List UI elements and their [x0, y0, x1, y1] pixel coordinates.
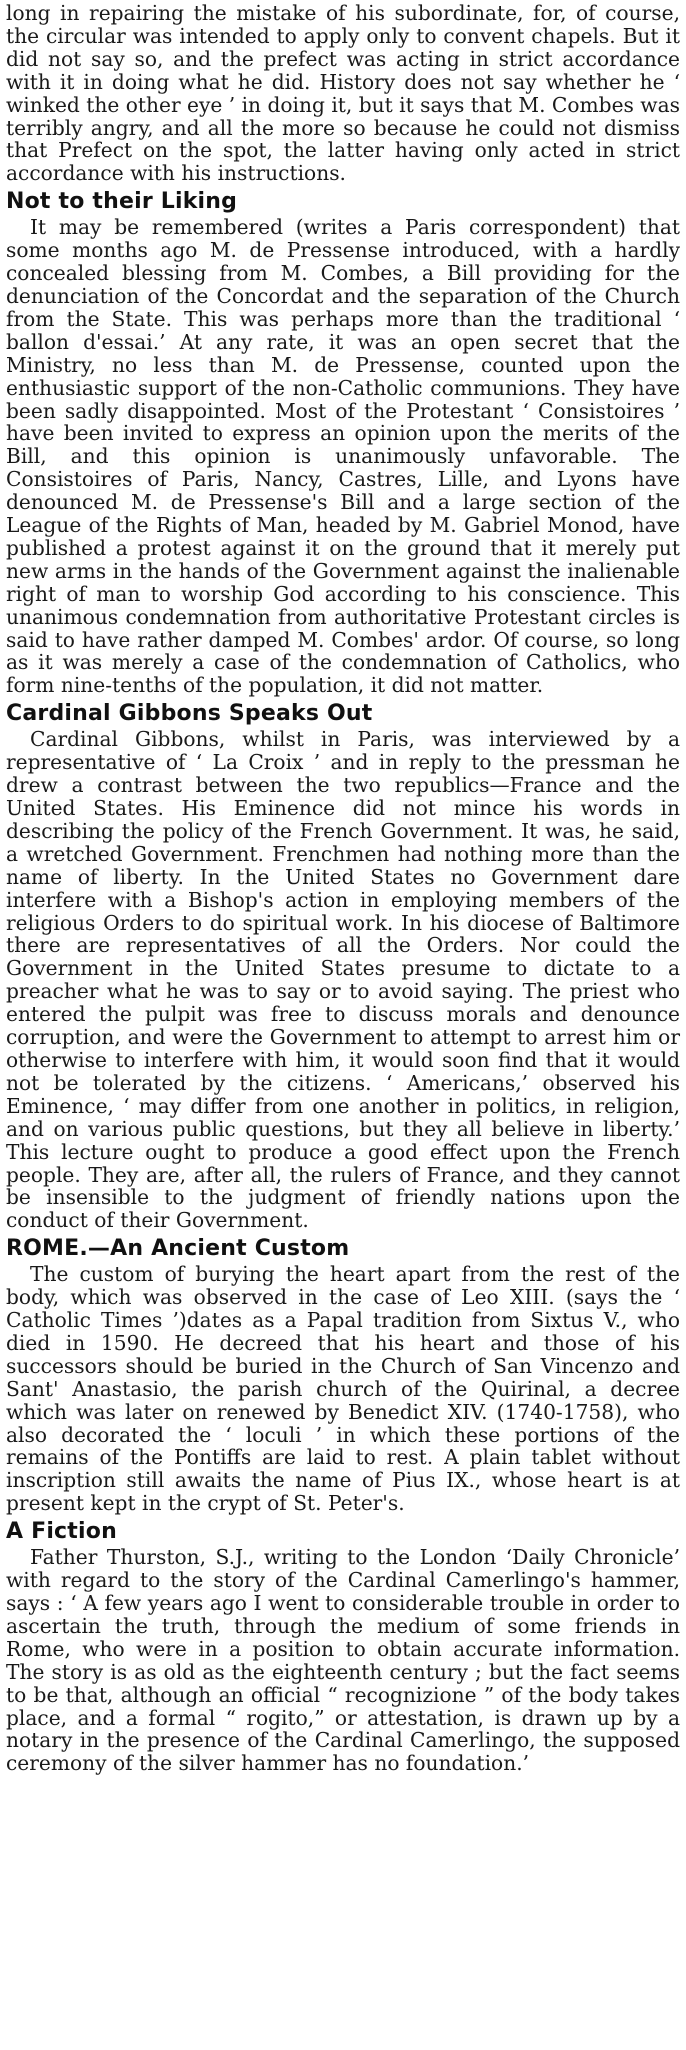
section-body: It may be remembered (writes a Paris correspondent) that some months ago M. de Pressense introduced, with a hardly concealed blessing from M. Combes, a Bill providing for the denunciation of the Concordat and the separation of the Church from the State. This was perhaps more than the traditional ‘ ballon d'essai.’ At any rate, it was an open secret that the Ministry, no less than M. de Pressense, counted upon the enthusiastic support of the non-Catholic communions. They have been sadly disappointed. Most of the Protestant ‘ Consistoires ’ have been invited to express an opinion upon the merits of the Bill, and this opinion is unanimously unfavorable. The Consistoires of Paris, Nancy, Castres, Lille, and Lyons have denounced M. de Pressense's Bill and a large section of the League of the Rights of Man, headed by M. Gabriel Monod, have published a protest against it on the ground that it merely put new arms in the hands of the Government against the inalienable right of man to worship God according to his conscience. This unanimous condemnation from authoritative Protestant circles is said to have rather damped M. Combes' ardor. Of course, so long as it was merely a case of the condemnation of Catholics, who form nine-tenths of the population, it did not matter.: [6, 215, 680, 698]
section-cardinal-gibbons: [6, 701, 680, 1232]
section-heading: ROME.—An Ancient Custom: [6, 1236, 350, 1262]
section-body: Father Thurston, S.J., writing to the London ‘Daily Chronicle’ with regard to the story of the Cardinal Camerlingo's hammer, says : ‘ A few years ago I went to considerable trouble in order to ascertain the truth, through the medium of some friends in Rome, who were in a position to obtain accurate information. The story is as old as the eighteenth century ; but the fact seems to be that, although an official “ recognizione ” of the body takes place, and a formal “ rogito,” or attestation, is drawn up by a notary in the presence of the Cardinal Camerlingo, the supposed ceremony of the silver hammer has no foundation.’: [6, 1545, 680, 1776]
section-rome-ancient-custom: [6, 1236, 680, 1515]
section-body: The custom of burying the heart apart from the rest of the body, which was observed in the case of Leo XIII. (says the ‘ Catholic Times ’)dates as a Papal tradition from Sixtus V., who died in 1590. He decreed that his heart and those of his successors should be buried in the Church of San Vincenzo and Sant' Anastasio, the parish church of the Quirinal, a decree which was later on renewed by Benedict XIV. (1740-1758), who also decorated the ‘ loculi ’ in which these portions of the remains of the Pontiffs are laid to rest. A plain tablet without inscription still awaits the name of Pius IX., whose heart is at present kept in the crypt of St. Peter's.: [6, 1262, 680, 1516]
section-a-fiction: [6, 1519, 680, 1775]
section-heading: Not to their Liking: [6, 189, 238, 215]
section-body: Cardinal Gibbons, whilst in Paris, was interviewed by a representative of ‘ La Croix ’ and in reply to the pressman he drew a contrast between the two republics—France and the United States. His Eminence did not mince his words in describing the policy of the French Government. It was, he said, a wretched Government. Frenchmen had nothing more than the name of liberty. In the United States no Government dare interfere with a Bishop's action in employing members of the religious Orders to do spiritual work. In his diocese of Baltimore there are representatives of all the Orders. Nor could the Government in the United States presume to dictate to a preacher what he was to say or to avoid saying. The priest who entered the pulpit was free to discuss morals and denounce corruption, and were the Government to attempt to arrest him or otherwise to interfere with him, it would soon find that it would not be tolerated by the citizens. ‘ Americans,’ observed his Eminence, ‘ may differ from one another in politics, in religion, and on various public questions, but they all believe in liberty.’ This lecture ought to produce a good effect upon the French people. They are, after all, the rulers of France, and they cannot be insensible to the judgment of friendly nations upon the conduct of their Government.: [6, 727, 680, 1233]
intro-paragraph: long in repairing the mistake of his subordinate, for, of course, the circular was intended to apply only to convent chapels. But it did not say so, and the prefect was acting in strict accordance with it in doing what he did. History does not say whether he ‘ winked the other eye ’ in doing it, but it says that M. Combes was terribly angry, and all the more so because he could not dismiss that Prefect on the spot, the latter having only acted in strict accordance with his instructions.: [6, 1, 680, 186]
section-heading: Cardinal Gibbons Speaks Out: [6, 701, 373, 727]
section-heading: A Fiction: [6, 1519, 117, 1545]
section-not-to-their-liking: [6, 189, 680, 697]
